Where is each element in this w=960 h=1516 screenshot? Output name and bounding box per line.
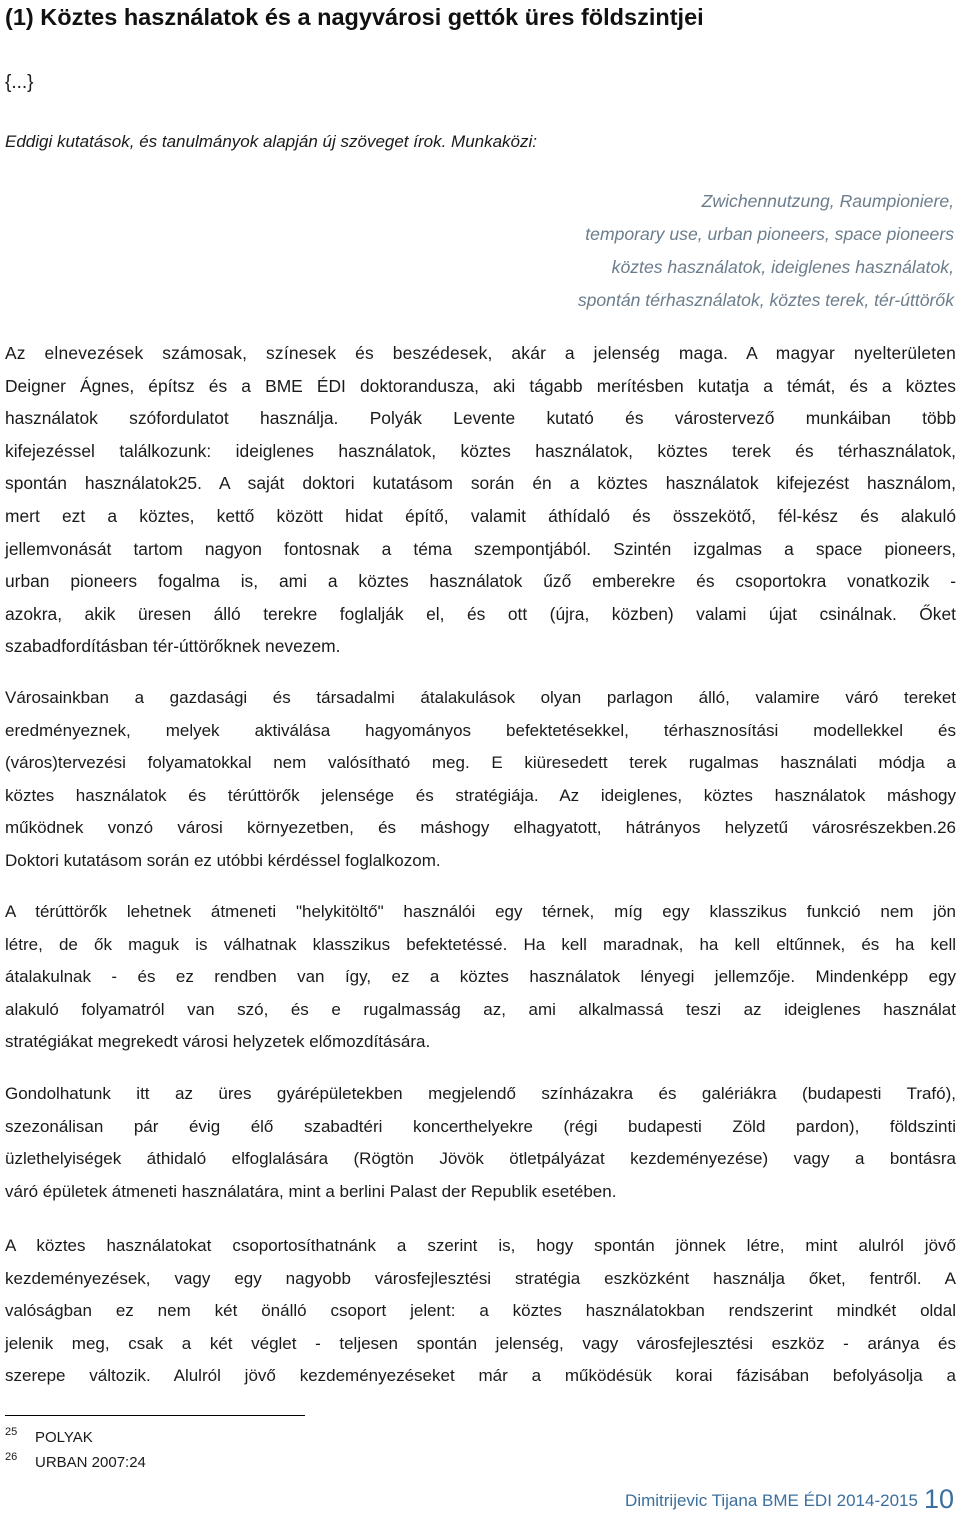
page-footer bbox=[625, 1484, 954, 1515]
text-line: Doktori kutatásom során ez utóbbi kérdéssel foglalkozom. bbox=[5, 850, 441, 870]
footnote-text: URBAN 2007:24 bbox=[35, 1454, 146, 1471]
text-line: eredményeznek, melyek aktiválása hagyományos befektetésekkel, térhasznosítási modellekkel és bbox=[5, 720, 956, 740]
term-line: Zwichennutzung, Raumpioniere, bbox=[701, 191, 954, 211]
terms-block bbox=[578, 185, 954, 317]
text-line: kezdeményezések, vagy egy nagyobb városfejlesztési stratégia eszközként használja őket, fentről. A bbox=[5, 1268, 956, 1288]
text-line: szerepe változik. Alulról jövő kezdeményezéseket már a működésük korai fázisában befolyásolja a bbox=[5, 1366, 956, 1386]
text-line: szabadfordításban tér-úttörőknek nevezem. bbox=[5, 636, 341, 657]
omission-marker: {...} bbox=[5, 72, 34, 93]
text-line: Gondolhatunk itt az üres gyárépületekben megjelendő színházakra és galériákra (budapesti Trafó), bbox=[5, 1084, 956, 1103]
text-line: használatok szófordulatot használja. Polyák Levente kutató és várostervező munkáiban több bbox=[5, 408, 956, 429]
text-line: Az elnevezések számosak, színesek és beszédesek, akár a jelenség maga. A magyar nyelterületen bbox=[5, 343, 956, 363]
text-line: valóságban ez nem két önálló csoport jelent: a köztes használatokban rendszerint mindkét oldal bbox=[5, 1301, 956, 1321]
text-line: Deigner Ágnes, építsz és a BME ÉDI doktorandusza, aki tágabb merítésben kutatja a témát, és a köztes bbox=[5, 375, 956, 396]
text-line: spontán használatok25. A saját doktori kutatásom során én a köztes használatok kifejezést használom, bbox=[5, 473, 956, 494]
page-number: 10 bbox=[923, 1484, 954, 1514]
text-line: A térúttörők lehetnek átmeneti "helykitöltő" használói egy térnek, míg egy klasszikus funkció nem jön bbox=[5, 902, 956, 921]
term-line: spontán térhasználatok, köztes terek, tér-úttörők bbox=[577, 290, 954, 310]
text-line: szezonálisan pár évig élő szabadtéri koncerthelyekre (régi budapesti Zöld pardon), földszinti bbox=[5, 1116, 956, 1136]
text-line: kifejezéssel találkozunk: ideiglenes használatok, köztes használatok, köztes terek és térhasználatok, bbox=[5, 440, 956, 461]
text-line: létre, de ők maguk is válhatnak klasszikus befektetéssé. Ha kell maradnak, ha kell eltűnnek, és ha kell bbox=[5, 934, 956, 954]
text-line: Városainkban a gazdasági és társadalmi átalakulások olyan parlagon álló, valamire váró tereket bbox=[5, 688, 956, 707]
term-line: temporary use, urban pioneers, space pioneers bbox=[585, 224, 954, 244]
text-line: A köztes használatokat csoportosíthatnánk a szerint is, hogy spontán jönnek létre, mint alulról jövő bbox=[5, 1236, 956, 1255]
intro-line: Eddigi kutatások, és tanulmányok alapján új szöveget írok. Munkaközi: bbox=[5, 132, 538, 151]
text-line: mert ezt a köztes, kettő között hidat építő, valamit áthídaló és összekötő, fél-kész és alakuló bbox=[5, 505, 956, 526]
text-line: váró épületek átmeneti használatára, mint a berlini Palast der Republik esetében. bbox=[5, 1181, 617, 1201]
text-line: stratégiákat megrekedt városi helyzetek előmozdítására. bbox=[5, 1032, 431, 1052]
text-line: urban pioneers fogalma is, ami a köztes használatok űző emberekre és csoportokra vonatkozik - bbox=[5, 571, 956, 592]
text-line: üzlethelyiségek áthidaló elfoglalására (Rögtön Jövök ötletpályázat kezdeményezése) vagy a bontásra bbox=[5, 1149, 956, 1169]
term-line: köztes használatok, ideiglenes használatok, bbox=[611, 257, 954, 277]
footnote-text: POLYAK bbox=[35, 1429, 93, 1446]
text-line: azokra, akik üresen álló terekre foglalják el, és ott (újra, közben) valami újat csinálnak. Őket bbox=[5, 603, 956, 624]
text-line: alakuló folyamatról van szó, és e rugalmasság az, ami alkalmassá teszi az ideiglenes használat bbox=[5, 999, 956, 1019]
text-line: jelenik meg, csak a két véglet - teljesen spontán jelenség, vagy városfejlesztési eszköz - aránya és bbox=[5, 1333, 956, 1353]
footnote-number: 26 bbox=[5, 1451, 18, 1463]
page-title: (1) Köztes használatok és a nagyvárosi gettók üres földszintjei bbox=[5, 4, 704, 30]
text-line: jellemvonását tartom nagyon fontosnak a téma szempontjából. Szintén izgalmas a space pioneers, bbox=[5, 538, 956, 559]
paragraph-3 bbox=[5, 896, 956, 1059]
footnote-divider bbox=[5, 1415, 305, 1416]
paragraph-5 bbox=[5, 1230, 956, 1393]
text-line: köztes használatok és térúttörők jelensége és stratégiája. Az ideiglenes, köztes használatok máshogy bbox=[5, 785, 956, 805]
footnote-number: 25 bbox=[5, 1426, 18, 1438]
text-line: működnek vonzó városi környezetben, és máshogy elhagyatott, hátrányos helyzetű városrészekben.26 bbox=[5, 818, 956, 838]
text-line: (város)tervezési folyamatokkal nem valósítható meg. E kiüresedett terek rugalmas használati módja a bbox=[5, 753, 956, 773]
paragraph-1 bbox=[5, 337, 956, 663]
paragraph-2 bbox=[5, 682, 956, 878]
text-line: átalakulnak - és ez rendben van így, ez a köztes használatok lényegi jellemzője. Mindenképp egy bbox=[5, 967, 956, 987]
paragraph-4 bbox=[5, 1078, 956, 1208]
footer-author: Dimitrijevic Tijana BME ÉDI 2014-2015 bbox=[625, 1491, 918, 1510]
